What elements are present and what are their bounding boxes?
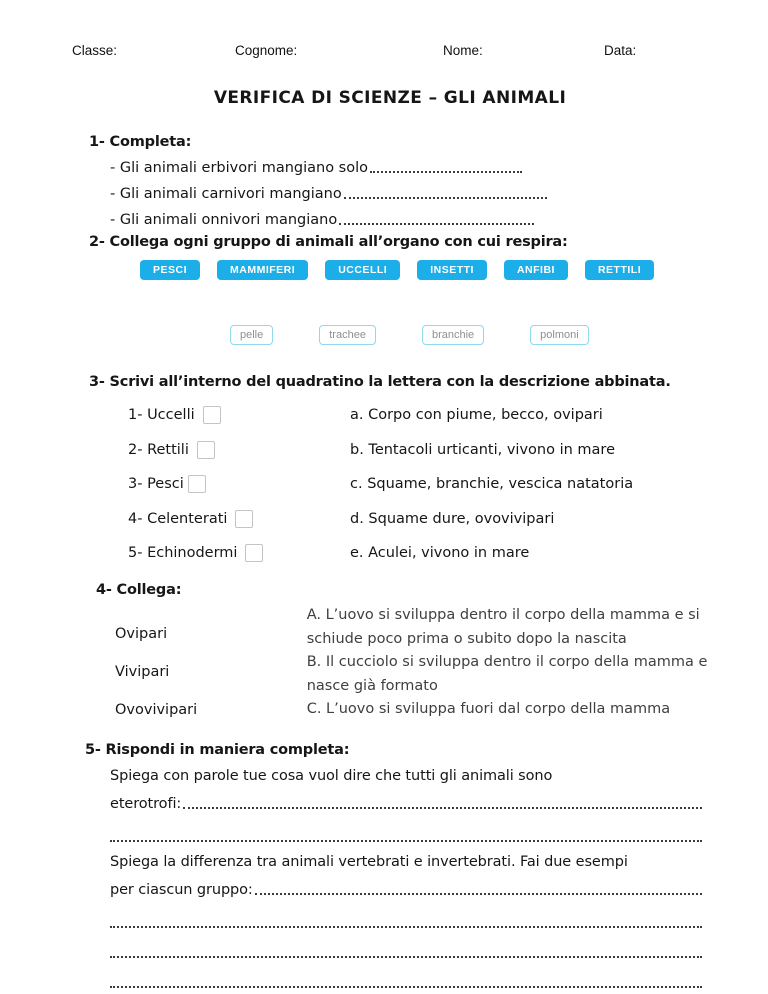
section1-heading: 1- Completa: [89, 134, 192, 150]
chip-anfibi: ANFIBI [504, 260, 568, 280]
answer-box [235, 510, 253, 528]
answer-line [110, 928, 702, 958]
matching-rows [128, 398, 708, 571]
table-row [128, 536, 708, 571]
header-field-data: Data: [604, 43, 637, 58]
organ-box-pelle: pelle [230, 325, 273, 345]
organ-box-trachee: trachee [319, 325, 376, 345]
chip-pesci: PESCI [140, 260, 200, 280]
dotted-leader [339, 223, 534, 225]
collega-columns [72, 600, 708, 722]
question1-line1: Spiega con parole tue cosa vuol dire che tutti gli animali sono [110, 767, 553, 784]
answer-box [203, 406, 221, 424]
chip-uccelli: UCCELLI [325, 260, 400, 280]
term-vivipari: Vivipari [115, 664, 170, 681]
match-item-label: 2- Rettili [128, 441, 189, 458]
match-description: c. Squame, branchie, vescica natatoria [350, 476, 634, 493]
answer-line [110, 898, 702, 928]
header-field-cognome: Cognome: [235, 43, 298, 58]
question1-answer-start [110, 784, 702, 812]
chip-mammiferi: MAMMIFERI [217, 260, 308, 280]
fill-line-text: - Gli animali onnivori mangiano [110, 212, 338, 228]
answer-line [110, 988, 702, 994]
table-row [128, 467, 708, 502]
worksheet-body [72, 80, 708, 994]
question2-prefix: per ciascun gruppo: [110, 881, 253, 898]
question2-line1: Spiega la differenza tra animali vertebrati e invertebrati. Fai due esempi [110, 853, 628, 870]
dotted-leader [255, 893, 702, 895]
match-description: a. Corpo con piume, becco, ovipari [350, 407, 603, 424]
chip-insetti: INSETTI [417, 260, 487, 280]
collega-definitions [307, 600, 708, 722]
match-item-label: 4- Celenterati [128, 510, 228, 527]
section3-heading: 3- Scrivi all’interno del quadratino la lettera con la descrizione abbinata. [89, 373, 671, 390]
definition-b: B. Il cucciolo si sviluppa dentro il corpo della mamma e nasce già formato [306, 654, 708, 694]
collega-terms [115, 600, 279, 722]
answer-line [110, 812, 702, 842]
chip-rettili: RETTILI [585, 260, 654, 280]
fill-line-text: - Gli animali carnivori mangiano [110, 186, 342, 202]
definition-c: C. L’uovo si sviluppa fuori dal corpo della mamma [306, 701, 671, 718]
match-item-label: 3- Pesci [128, 476, 184, 493]
fill-line-carnivori [110, 176, 547, 202]
match-description: e. Aculei, vivono in mare [350, 545, 530, 562]
organ-boxes [230, 325, 708, 345]
section2-heading: 2- Collega ogni gruppo di animali all’organo con cui respira: [89, 234, 568, 250]
header-field-nome: Nome: [443, 43, 483, 58]
section5-heading: 5- Rispondi in maniera completa: [85, 741, 350, 758]
term-ovipari: Ovipari [115, 626, 168, 643]
term-ovovivipari: Ovovivipari [115, 702, 198, 719]
fill-line-onnivori [110, 202, 534, 228]
answer-box [188, 475, 206, 493]
question1-prefix: eterotrofi: [110, 795, 182, 812]
answer-line [110, 958, 702, 988]
header-field-classe: Classe: [72, 43, 118, 58]
match-description: d. Squame dure, ovovivipari [350, 510, 555, 527]
match-item-label: 1- Uccelli [128, 407, 195, 424]
animal-group-chips [140, 260, 708, 280]
table-row [128, 501, 708, 536]
answer-box [197, 441, 215, 459]
section4-heading: 4- Collega: [96, 582, 182, 599]
dotted-leader [183, 807, 702, 809]
open-questions [110, 758, 702, 994]
table-row [128, 432, 708, 467]
definition-a: A. L’uovo si sviluppa dentro il corpo della mamma e si schiude poco prima o subito dopo la nascita [306, 607, 700, 647]
dotted-leader [370, 171, 522, 173]
fill-line-erbivori [110, 150, 522, 176]
page-title: VERIFICA DI SCIENZE – GLI ANIMALI [213, 88, 567, 108]
organ-box-polmoni: polmoni [530, 325, 589, 345]
question2-answer-start [110, 870, 702, 898]
organ-box-branchie: branchie [422, 325, 484, 345]
answer-box [245, 544, 263, 562]
fill-line-text: - Gli animali erbivori mangiano solo [110, 160, 369, 176]
dotted-leader [344, 197, 547, 199]
match-item-label: 5- Echinodermi [128, 545, 238, 562]
table-row [128, 398, 708, 433]
match-description: b. Tentacoli urticanti, vivono in mare [350, 441, 615, 458]
